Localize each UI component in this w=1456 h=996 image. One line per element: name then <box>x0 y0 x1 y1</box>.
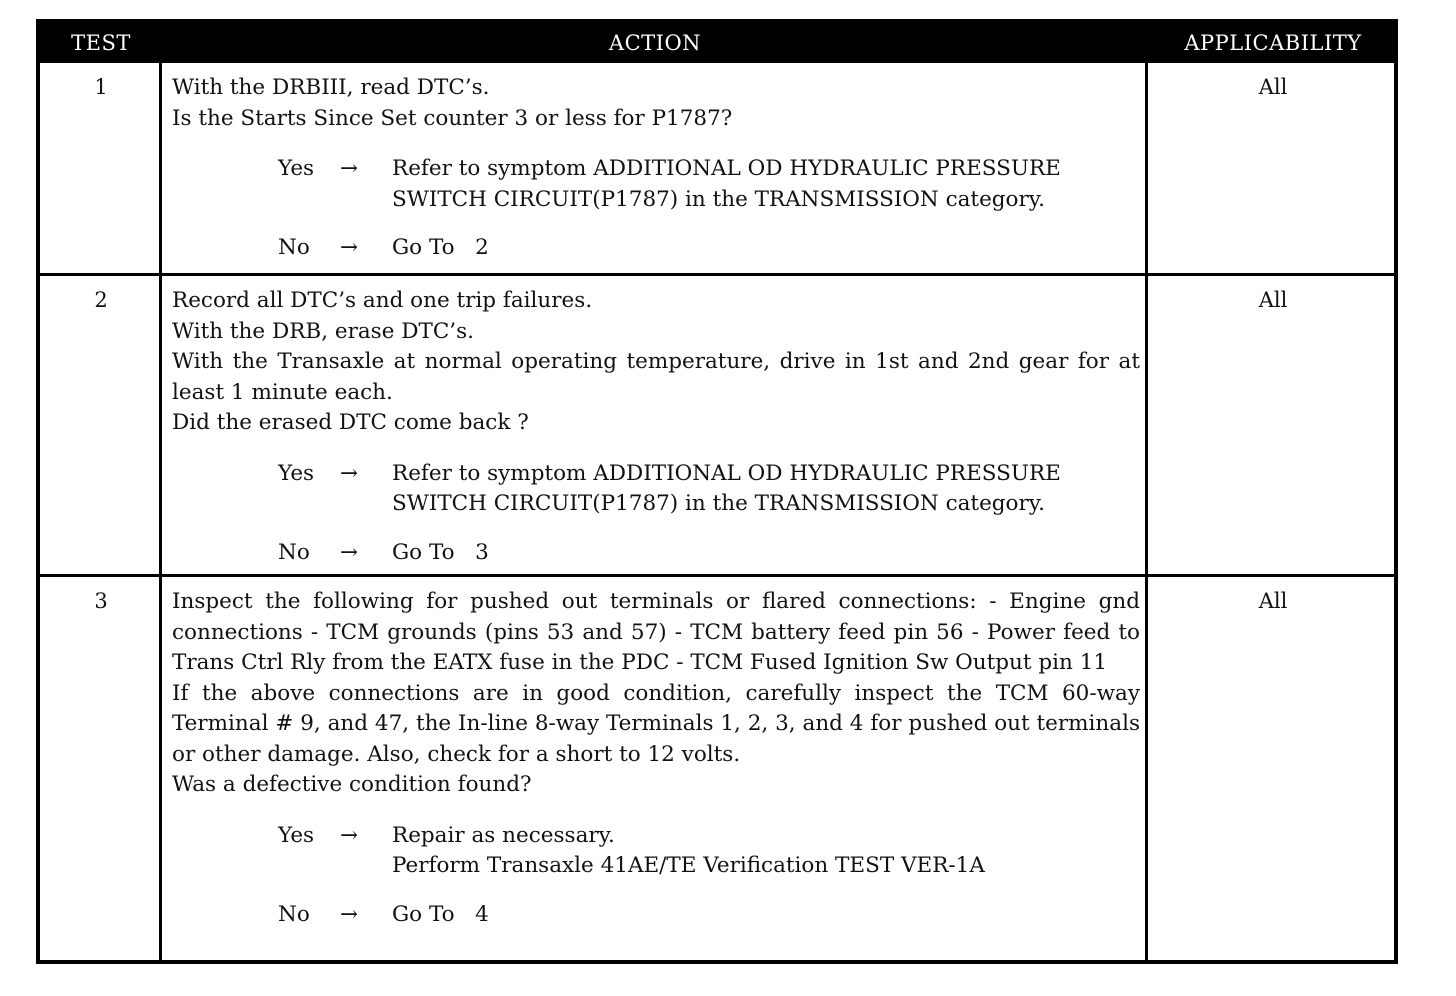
no-branch <box>172 233 1140 264</box>
table-row <box>40 276 1394 577</box>
action-line: Did the erased DTC come back ? <box>172 410 529 435</box>
no-result: Go To 4 <box>392 901 489 927</box>
table-header <box>40 23 1394 63</box>
action-line: Is the Starts Since Set counter 3 or less for P1787? <box>172 105 733 131</box>
yes-result-line: Repair as necessary. <box>392 822 615 848</box>
action-line: With the DRB, erase DTC’s. <box>172 318 474 344</box>
action-line: Inspect the following for pushed out terminals or flared connections: - Engine gnd connections - TCM grounds (pins 53 and 57) - TCM battery feed pin 56 - Power feed to Trans Ctrl Rly from the EATX fuse in the PDC - TCM Fused Ignition Sw Output pin 11 <box>172 589 1140 675</box>
yes-result-line: SWITCH CIRCUIT(P1787) in the TRANSMISSION category. <box>392 186 1045 212</box>
yes-result-line: Refer to symptom ADDITIONAL OD HYDRAULIC PRESSURE <box>392 156 1061 181</box>
no-label: No <box>278 901 310 927</box>
table-row <box>40 63 1394 276</box>
right-arrow-icon: → <box>340 822 359 848</box>
test-number: 1 <box>94 75 108 99</box>
action-line: Was a defective condition found? <box>172 772 532 797</box>
applicability-value: All <box>1258 589 1288 613</box>
yes-branch <box>172 821 1140 882</box>
right-arrow-icon: → <box>340 539 359 565</box>
test-number: 3 <box>94 589 108 613</box>
action-cell <box>172 63 1140 264</box>
no-label: No <box>278 539 310 565</box>
yes-label: Yes <box>278 822 315 848</box>
header-test: TEST <box>71 31 131 55</box>
diagnostic-table <box>36 19 1398 964</box>
yes-result-line: Perform Transaxle 41AE/TE Verification TEST VER-1A <box>392 853 985 878</box>
test-number: 2 <box>94 288 108 312</box>
applicability-value: All <box>1258 288 1288 312</box>
right-arrow-icon: → <box>340 156 359 181</box>
header-action: ACTION <box>608 31 702 55</box>
no-branch <box>172 538 1140 569</box>
table-row <box>40 577 1394 960</box>
action-cell <box>172 276 1140 568</box>
column-divider <box>1145 63 1148 960</box>
action-line: With the DRBIII, read DTC’s. <box>172 75 490 100</box>
no-branch <box>172 900 1140 931</box>
header-applicability: APPLICABILITY <box>1184 31 1362 55</box>
no-label: No <box>278 235 310 260</box>
yes-result-line: SWITCH CIRCUIT(P1787) in the TRANSMISSION category. <box>392 491 1045 516</box>
right-arrow-icon: → <box>340 235 359 260</box>
action-cell <box>172 577 1140 930</box>
right-arrow-icon: → <box>340 460 359 486</box>
action-line: With the Transaxle at normal operating temperature, drive in 1st and 2nd gear for at least 1 minute each. <box>172 349 1140 405</box>
action-line: Record all DTC’s and one trip failures. <box>172 288 593 313</box>
yes-branch <box>172 154 1140 215</box>
no-result: Go To 2 <box>392 235 489 260</box>
action-line: If the above connections are in good condition, carefully inspect the TCM 60-way Terminal # 9, and 47, the In-line 8-way Terminals 1, 2, 3, and 4 for pushed out terminals or other damage. Also, check for a short to 12 volts. <box>172 680 1140 767</box>
column-divider <box>159 63 162 960</box>
applicability-value: All <box>1258 75 1288 99</box>
yes-label: Yes <box>278 156 315 181</box>
yes-result-line: Refer to symptom ADDITIONAL OD HYDRAULIC PRESSURE <box>392 460 1061 486</box>
yes-branch <box>172 459 1140 520</box>
yes-label: Yes <box>278 460 315 486</box>
right-arrow-icon: → <box>340 901 359 927</box>
no-result: Go To 3 <box>392 539 489 565</box>
